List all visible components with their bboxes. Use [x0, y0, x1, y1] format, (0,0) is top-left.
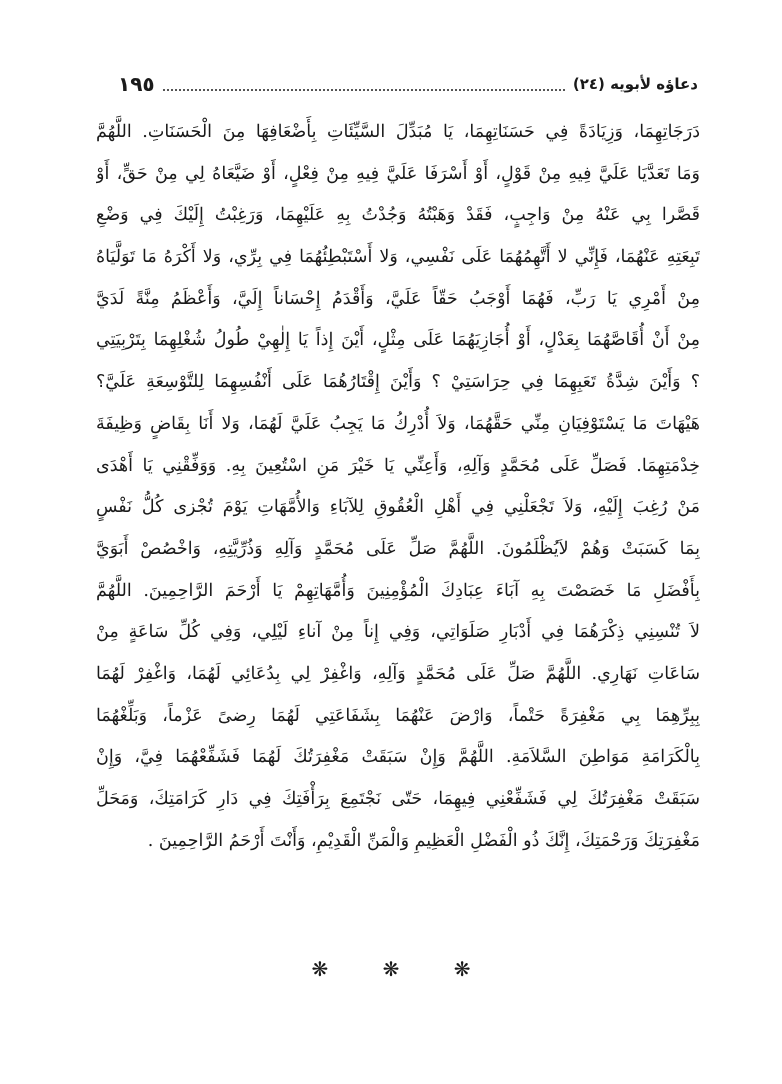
asterism-icon: ❋ — [382, 957, 400, 981]
page-header — [118, 66, 698, 102]
text-line: مِنْ أَمْرِي يَا رَبِّ، فَهُمَا أَوْجَبُ حَقّاً عَلَيَّ، وَأَقْدَمُ إِحْسَاناً إِلَيَّ، وَأَعْظَمُ مِنَّةً لَدَيَّ — [96, 288, 700, 309]
text-line: لاَ تُنْسِنِي ذِكْرَهُمَا فِي أَدْبَارِ صَلَوَاتِي، وَفِي إِناً مِنْ آناءِ لَيْلِي، وَفِي كُلِّ سَاعَةٍ مِنْ — [96, 622, 700, 643]
asterism-icon: ❋ — [453, 957, 471, 981]
text-line: تَبِعَتِهِ عَنْهُمَا، فَإِنِّي لا أَتَّهِمُهُمَا عَلَى نَفْسِي، وَلا أَسْتَبْطِئُهُمَا فِي بِرِّي، وَلا أَكْرَهُ مَا تَوَلَّيَاهُ — [96, 247, 700, 268]
running-title: دعاؤه لأبويه (٢٤) — [572, 75, 698, 93]
section-end-ornament — [0, 957, 782, 981]
text-line: سَبَقَتْ مَغْفِرَتُكَ لِي فَشَفِّعْنِي فِيهِمَا، حَتّى نَجْتَمِعَ بِرَأْفَتِكَ فِي دَارِ كَرَامَتِكَ، وَمَحَلِّ — [96, 789, 700, 809]
text-line: وَمَا تَعَدَّيَا عَلَيَّ فِيهِ مِنْ قَوْلٍ، أَوْ أَسْرَفَا عَلَيَّ فِيهِ مِنْ فِعْلٍ، أَوْ ضَيَّعَاهُ لِي مِنْ حَقٍّ، أَوْ — [96, 163, 700, 184]
asterism-icon: ❋ — [311, 957, 329, 981]
header-dot-leader — [163, 77, 565, 91]
text-line: سَاعَاتِ نَهَارِي. اللَّهُمَّ صَلِّ عَلَى مُحَمَّدٍ وَآلِهِ، وَاغْفِرْ لِي بِدُعَائِي لَهُمَا، وَاغْفِرْ لَهُمَا — [96, 663, 700, 684]
text-line: بِأَفْضَلِ مَا خَصَصْتَ بِهِ آبَاءَ عِبَادِكَ الْمُؤْمِنِينَ وَأُمَّهَاتِهِمْ يَا أَرْحَمَ الرَّاحِمِينَ. اللَّهُمَّ — [96, 580, 700, 601]
text-line: بِالْكَرَامَةِ مَوَاطِنَ السَّلاَمَةِ. اللَّهُمَّ وَإِنْ سَبَقَتْ مَغْفِرَتُكَ لَهُمَا فَشَفِّعْهُمَا فِيَّ، وَإِنْ — [96, 747, 700, 768]
text-line: بِمَا كَسَبَتْ وَهُمْ لاَيُظْلَمُونَ. اللَّهُمَّ صَلِّ عَلَى مُحَمَّدٍ وَآلِهِ وَذُرِّيَّتِهِ، وَاخْصُصْ أَبَوَيَّ — [96, 538, 700, 559]
text-line: قَصَّرا بِي عَنْهُ مِنْ وَاجِبٍ، فَقَدْ وَهَبْتُهُ وَجُدْتُ بِهِ عَلَيْهِمَا، وَرَغِبْتُ إِلَيْكَ فِي وَضْعِ — [96, 205, 700, 226]
text-line: مَنْ رُغِبَ إِلَيْهِ، وَلاَ تَجْعَلْنِي فِي أَهْلِ الْعُقُوقِ لِلآبَاءِ وَالأُمَّهَاتِ يَوْمَ تُجْزى كُلُّ نَفْسٍ — [96, 497, 700, 518]
prayer-text — [96, 112, 700, 862]
text-line: دَرَجَاتِهِمَا، وَزِيَادَةً فِي حَسَنَاتِهِمَا، يَا مُبَدِّلَ السَّيِّئَاتِ بِأَضْعَافِهَا مِنَ الْحَسَنَاتِ. اللَّهُمَّ — [96, 122, 700, 142]
text-line: بِبِرِّهِمَا بِي مَغْفِرَةً حَتْماً، وَارْضَ عَنْهُمَا بِشَفَاعَتِي لَهُمَا رِضىً عَزْماً، وَبَلِّغْهُمَا — [96, 705, 700, 726]
text-line: خِدْمَتِهِمَا. فَصَلِّ عَلَى مُحَمَّدٍ وَآلِهِ، وَأَعِنِّي يَا خَيْرَ مَنِ اسْتُعِينَ بِهِ. وَوَفِّقْنِي يَا أَهْدَى — [96, 455, 700, 476]
text-line: مَغْفِرَتِكَ وَرَحْمَتِكَ، إِنَّكَ ذُو الْفَضْلِ الْعَظِيمِ وَالْمَنِّ الْقَدِيْمِ، وَأَنْتَ أَرْحَمُ الرَّاحِمِينَ . — [147, 830, 700, 851]
text-line: ؟ وَأَيْنَ شِدَّةُ تَعَبِهِمَا فِي حِرَاسَتِيْ ؟ وَأَيْنَ إِقْتَارُهُمَا عَلَى أَنْفُسِهِمَا لِلتَّوْسِعَةِ عَلَيَّ؟ — [96, 372, 700, 393]
text-line: مِنْ أَنْ أُقَاصَّهُمَا بِعَدْلٍ، أَوْ أُجَازِيَهُمَا عَلَى مِثْلٍ، أَيْنَ إِذاً يَا إِلٰهِيْ طُولُ شُغْلِهِمَا بِتَرْبِيَتِي — [96, 330, 700, 351]
page-number: ١٩٥ — [118, 72, 155, 96]
text-line: هَيْهَاتَ مَا يَسْتَوْفِيَانِ مِنِّي حَقَّهُمَا، وَلاَ أُدْرِكُ مَا يَجِبُ عَلَيَّ لَهُمَا، وَلا أَنَا بِقَاضٍ وَظِيفَةَ — [96, 413, 700, 434]
